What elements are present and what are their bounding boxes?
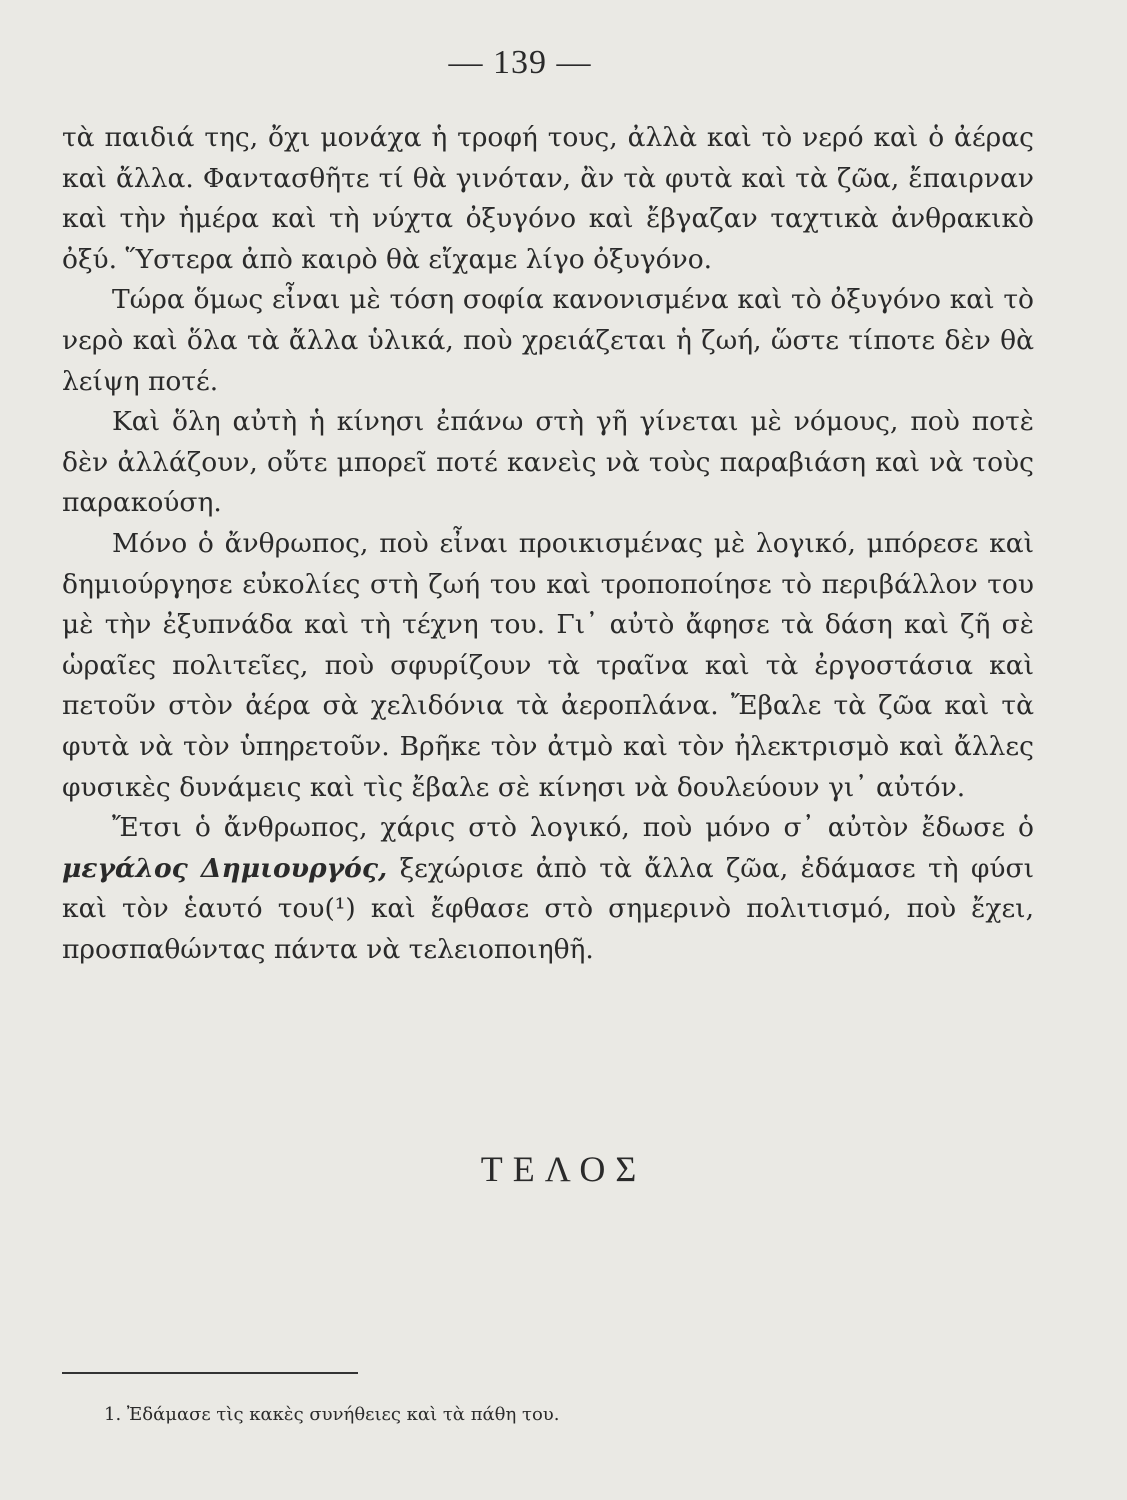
paragraph-natural-laws: Καὶ ὅλη αὐτὴ ἡ κίνησι ἐπάνω στὴ γῆ γίνεται μὲ νόμους, ποὺ ποτὲ δὲν ἀλλάζουν, οὔτε μπορεῖ ποτέ κανεὶς νὰ τοὺς παραβιάση καὶ νὰ τοὺς παρακούση. (62, 406, 1034, 519)
paragraph-oxygen-balance: Τώρα ὅμως εἶναι μὲ τόση σοφία κανονισμένα καὶ τὸ ὀξυγόνο καὶ τὸ νερὸ καὶ ὅλα τὰ ἄλλα ὑλικά, ποὺ χρειάζεται ἡ ζωή, ὥστε τίποτε δὲν θὰ λείψη ποτέ. (62, 284, 1034, 397)
page-number: — 139 — (448, 44, 592, 81)
end-title: ΤΕΛΟΣ (480, 1149, 647, 1189)
paragraph-conclusion-end: ξεχώρισε ἀπὸ τὰ ἄλλα ζῶα, ἐδάμασε τὴ φύσι καὶ τὸν ἑαυτό του(¹) καὶ ἔφθασε στὸ σημερινὸ πολιτισμό, ποὺ ἔχει, προσπαθώντας πάντα νὰ τελειοποιηθῆ. (62, 852, 1034, 965)
paragraph-conclusion (62, 808, 1034, 970)
paragraph-conclusion-start: Ἔτσι ὁ ἄνθρωπος, χάρις στὸ λογικό, ποὺ μόνο σ᾽ αὐτὸν ἔδωσε ὁ (112, 812, 1034, 844)
footnote: 1. Ἐδάμασε τὶς κακὲς συνήθειες καὶ τὰ πάθη του. (104, 1404, 560, 1425)
body-text (62, 118, 1034, 970)
paragraph-human-reason: Μόνο ὁ ἄνθρωπος, ποὺ εἶναι προικισμένας μὲ λογικό, μπόρεσε καὶ δημιούργησε εὐκολίες στὴ ζωή του καὶ τροποποίησε τὸ περιβάλλον του μὲ τὴν ἐξυπνάδα καὶ τὴ τέχνη του. Γι᾽ αὐτὸ ἄφησε τὰ δάση καὶ ζῆ σὲ ὡραῖες πολιτεῖες, ποὺ σφυρίζουν τὰ τραῖνα καὶ τὰ ἐργοστάσια καὶ πετοῦν στὸν ἀέρα σὰ χελιδόνια τὰ ἀεροπλάνα. Ἔβαλε τὰ ζῶα καὶ τὰ φυτὰ νὰ τὸν ὑπηρετοῦν. Βρῆκε τὸν ἀτμὸ καὶ τὸν ἠλεκτρισμὸ καὶ ἄλλες φυσικὲς δυνάμεις καὶ τὶς ἔβαλε σὲ κίνησι νὰ δουλεύουν γι᾽ αὐτόν. (62, 527, 1034, 803)
paragraph-continuation: τὰ παιδιά της, ὄχι μονάχα ἡ τροφή τους, ἀλλὰ καὶ τὸ νερό καὶ ὁ ἀέρας καὶ ἄλλα. Φαντασθῆτε τί θὰ γινόταν, ἂν τὰ φυτὰ καὶ τὰ ζῶα, ἔπαιρναν καὶ τὴν ἡμέρα καὶ τὴ νύχτα ὀξυγόνο καὶ ἔβγαζαν ταχτικὰ ἀνθρακικὸ ὀξύ. Ὕστερα ἀπὸ καιρὸ θὰ εἴχαμε λίγο ὀξυγόνο. (62, 122, 1034, 275)
emphasis-great-creator: μεγάλος Δημιουργός, (62, 852, 388, 884)
footnote-divider (62, 1372, 358, 1374)
